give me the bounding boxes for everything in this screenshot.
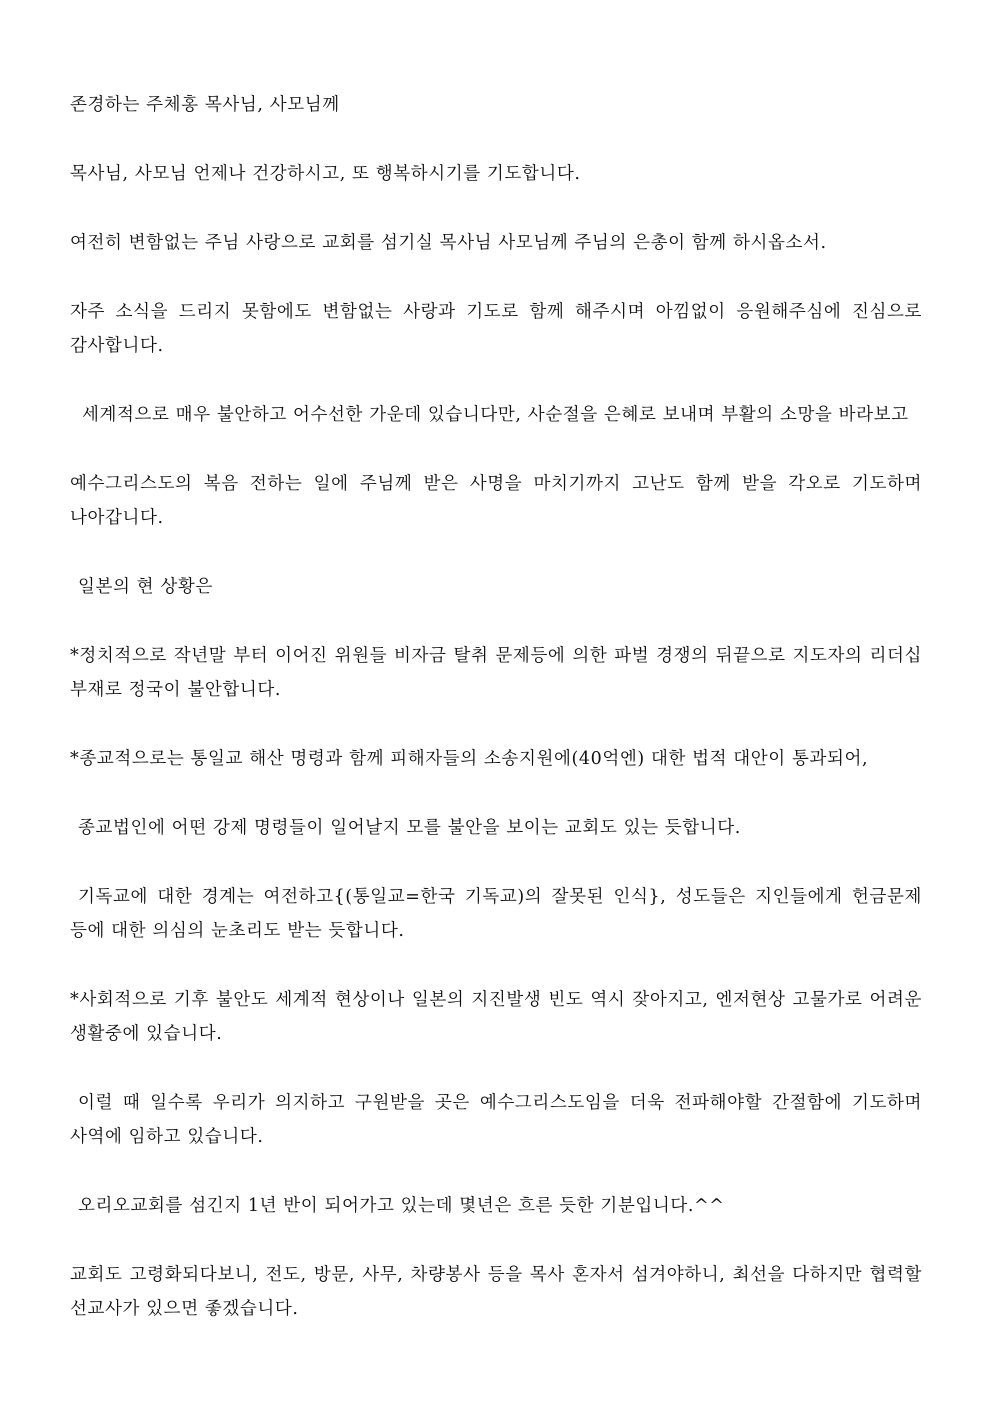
- political-paragraph: *정치적으로 작년말 부터 이어진 위원들 비자금 탈취 문제등에 의한 파벌 경쟁의 뒤끝으로 지도자의 리더십 부재로 정국이 불안합니다.: [70, 646, 922, 700]
- salutation: 존경하는 주체홍 목사님, 사모님께: [70, 95, 340, 115]
- letter-body: [70, 88, 922, 1361]
- christianity-paragraph: 기독교에 대한 경계는 여전하고{(통일교=한국 기독교)의 잘못된 인식}, 성도들은 지인들에게 헌금문제 등에 대한 의심의 눈초리도 받는 듯합니다.: [70, 887, 922, 941]
- japan-situation-heading: 일본의 현 상황은: [78, 577, 213, 597]
- orio-church-paragraph: 오리오교회를 섬긴지 1년 반이 되어가고 있는데 몇년은 흐른 듯한 기분입니다.^^: [78, 1196, 725, 1216]
- prayer-paragraph: 이럴 때 일수록 우리가 의지하고 구원받을 곳은 예수그리스도임을 더욱 전파해야할 간절함에 기도하며 사역에 임하고 있습니다.: [70, 1093, 922, 1147]
- social-paragraph: *사회적으로 기후 불안도 세계적 현상이나 일본의 지진발생 빈도 역시 잦아지고, 엔저현상 고물가로 어려운 생활중에 있습니다.: [70, 990, 922, 1044]
- blessing-paragraph: 여전히 변함없는 주님 사랑으로 교회를 섬기실 목사님 사모님께 주님의 은총이 함께 하시옵소서.: [70, 233, 827, 253]
- mission-paragraph: 예수그리스도의 복음 전하는 일에 주님께 받은 사명을 마치기까지 고난도 함께 받을 각오로 기도하며 나아갑니다.: [70, 474, 922, 528]
- lent-paragraph: 세계적으로 매우 불안하고 어수선한 가운데 있습니다만, 사순절을 은혜로 보내며 부활의 소망을 바라보고: [82, 405, 909, 425]
- religious-paragraph: *종교적으로는 통일교 해산 명령과 함께 피해자들의 소송지원에(40억엔) 대한 법적 대안이 통과되어,: [70, 749, 869, 769]
- greeting-paragraph: 목사님, 사모님 언제나 건강하시고, 또 행복하시기를 기도합니다.: [70, 164, 581, 184]
- church-aging-paragraph: 교회도 고령화되다보니, 전도, 방문, 사무, 차량봉사 등을 목사 혼자서 섬겨야하니, 최선을 다하지만 협력할 선교사가 있으면 좋겠습니다.: [70, 1265, 922, 1319]
- religious-corporation-paragraph: 종교법인에 어떤 강제 명령들이 일어날지 모를 불안을 보이는 교회도 있는 듯합니다.: [78, 818, 741, 838]
- thanks-paragraph: 자주 소식을 드리지 못함에도 변함없는 사랑과 기도로 함께 해주시며 아낌없이 응원해주심에 진심으로 감사합니다.: [70, 302, 922, 356]
